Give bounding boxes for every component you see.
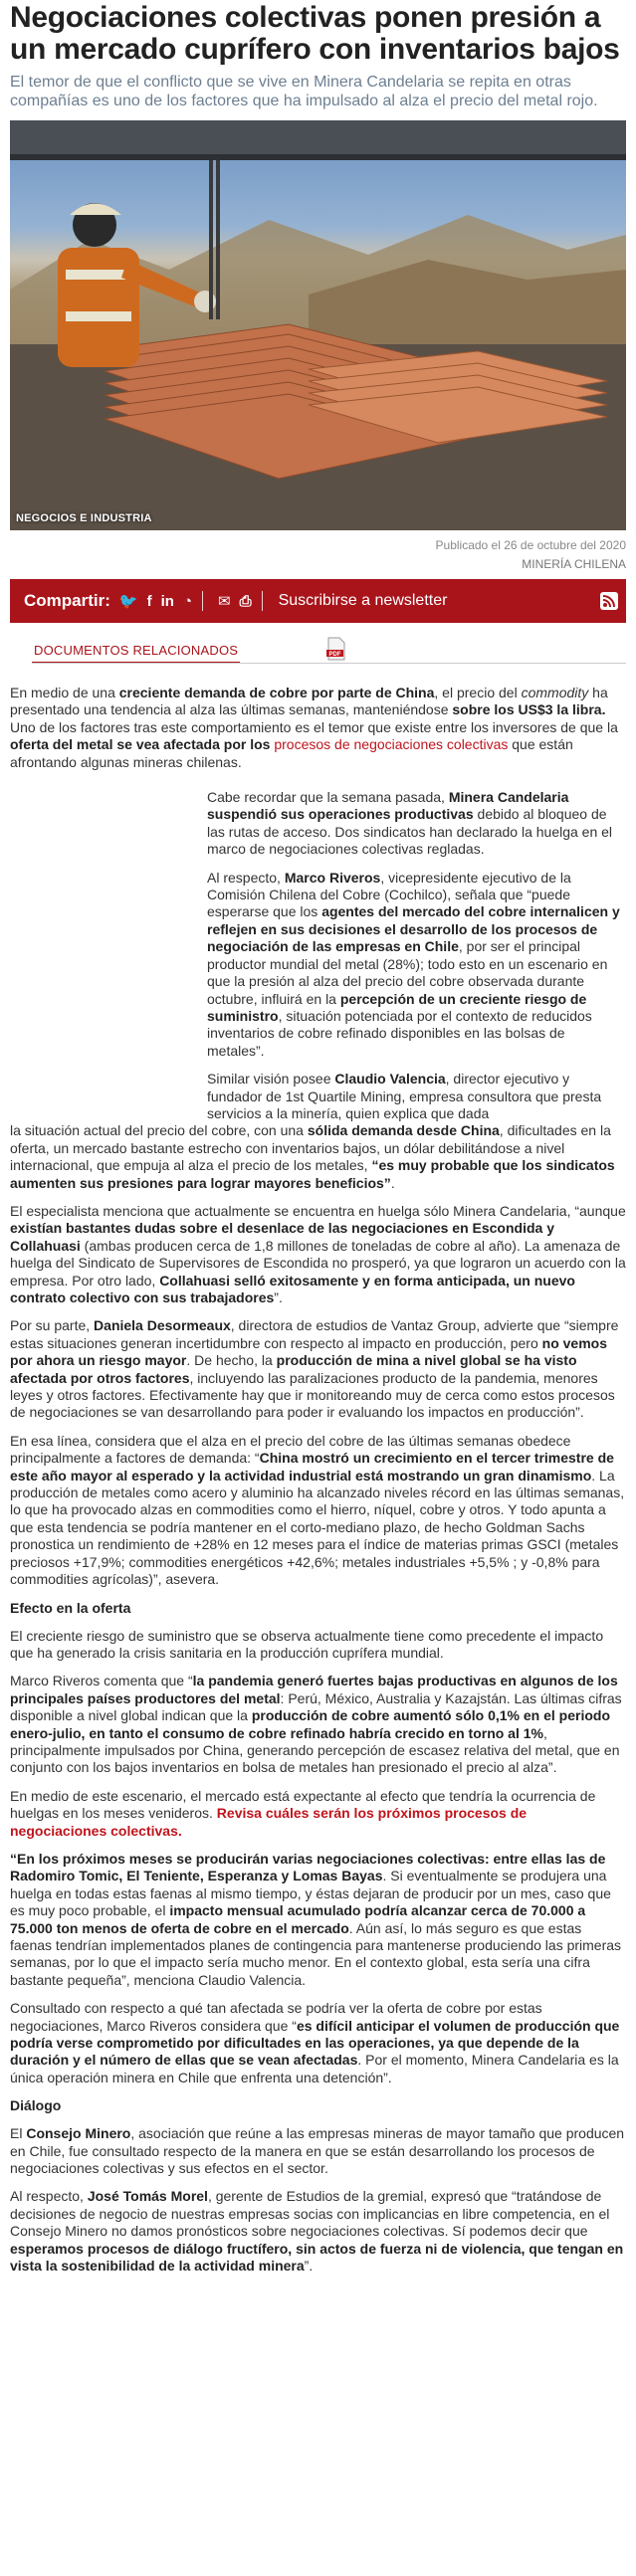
- hero-image-label: NEGOCIOS E INDUSTRIA: [16, 512, 152, 524]
- paragraph: En medio de este escenario, el mercado está expectante al efecto que tendría la ocurrencia de huelgas en los meses venideros. Revisa cuáles serán los próximos procesos de negociaciones colectivas.: [10, 1787, 596, 1839]
- paragraph: Por su parte, Daniela Desormeaux, directora de estudios de Vantaz Group, advierte que “siempre estas situaciones generan incertidumbre con respecto al impacto en producción, pero no vemos por ahora un riesgo mayor. De hecho, la producción de mina a nivel global se ha visto afectada por otros factores, incluyendo las paralizaciones producto de la pandemia, menores leyes y otros factores. Efectivamente hay que ir monitoreando muy de cerca como estos procesos de negociaciones se van desarrollando para poder ir evaluando los impactos en producción”.: [10, 1317, 619, 1421]
- twitter-icon[interactable]: 🐦: [118, 593, 138, 610]
- paragraph: Cabe recordar que la semana pasada, Minera Candelaria suspendió sus operaciones productivas debido al bloqueo de las rutas de acceso. Dos sindicatos han declarado la huelga en el marco de negociaciones colectivas regladas.: [207, 789, 613, 858]
- pdf-label: PDF: [328, 652, 341, 658]
- divider: [202, 591, 203, 611]
- article-title: Negociaciones colectivas ponen presión a un mercado cuprífero con inventarios bajos: [10, 1, 620, 66]
- whatsapp-icon[interactable]: ◔: [182, 592, 192, 610]
- paragraph: Al respecto, Marco Riveros, vicepresidente ejecutivo de la Comisión Chilena del Cobre (Cochilco), señala que “puede esperarse que los agentes del mercado del cobre internalicen y reflejen en sus decisiones el desarrollo de los procesos de negociación de las empresas en Chile, por ser el principal productor mundial del metal (28%); todo esto en un escenario en que la presión al alza del precio del cobre observada durante octubre, influirá en la percepción de un creciente riesgo de suministro, situación potenciada por el contexto de reducidos inventarios de cobre refinado disponibles en las bolsas de metales”.: [207, 869, 620, 1059]
- share-bar: [10, 579, 626, 623]
- section-heading: Efecto en la oferta: [10, 1599, 131, 1616]
- divider: [262, 591, 263, 611]
- share-label: Compartir:: [24, 591, 110, 610]
- negotiations-link[interactable]: procesos de negociaciones colectivas: [274, 736, 509, 753]
- paragraph: Similar visión posee Claudio Valencia, director ejecutivo y fundador de 1st Quartile Mining, empresa consultora que presta servicios a la minería, quien explica que dada la situación actual del precio del cobre, con una sólida demanda desde China, dificultades en la oferta, un mercado bastante estrecho con inventarios bajos, un dólar debilitándose a nivel internacional, que empuja al alza el precio de los metales, “es muy probable que los sindicatos aumenten sus presiones para lograr mayores beneficios”.: [10, 1071, 626, 1192]
- newsletter-link[interactable]: Suscribirse a newsletter: [278, 592, 448, 609]
- section-heading: Diálogo: [10, 2097, 62, 2114]
- paragraph: “En los próximos meses se producirán varias negociaciones colectivas: entre ellas las de Radomiro Tomic, El Teniente, Esperanza y Lomas Bayas. Si eventualmente se produjera una huelga en todas estas faenas al mismo tiempo, y éstas dejaran de producir por un mes, caso que es muy poco probable, el impacto mensual acumulado podría alcanzar cerca de 70.000 a 75.000 ton menos de oferta de cobre en el mercado. Aún así, lo más seguro es que estas faenas tendrían implementados planes de contingencia para mantenerse produciendo las primeras semanas, por lo que el impacto sería mucho menor. En el contexto global, esta sería una cifra bastante pequeña”, menciona Claudio Valencia.: [10, 1850, 622, 1988]
- linkedin-icon[interactable]: in: [160, 592, 174, 610]
- hero-illustration: [10, 120, 626, 530]
- paragraph: El creciente riesgo de suministro que se observa actualmente tiene como precedente el impacto que ha generado la crisis sanitaria en la producción cuprífera mundial.: [10, 1627, 604, 1661]
- rss-icon[interactable]: [600, 592, 618, 610]
- facebook-icon[interactable]: f: [146, 592, 152, 610]
- upcoming-negotiations-link[interactable]: Revisa cuáles serán los próximos procesos de negociaciones colectivas.: [10, 1805, 528, 1839]
- paragraph: El Consejo Minero, asociación que reúne a las empresas mineras de mayor tamaño que producen en Chile, fue consultado respecto de la manera en que se están desarrollando los procesos de negociaciones colectivas y sus efectos en el sector.: [10, 2125, 625, 2177]
- paragraph: Marco Riveros comenta que “la pandemia generó fuertes bajas productivas en algunos de los principales países productores del metal: Perú, México, Australia y Kazajstán. Las últimas cifras disponible a nivel global indican que la producción de cobre aumentó sólo 0,1% en el periodo enero-julio, en tanto el consumo de cobre refinado habría crecido en torno al 1%, principalmente impulsados por China, generando percepción de escasez relativa del metal, que en conjunto con los bajos inventarios en bolsa de metales han presionado el precio al alza”.: [10, 1673, 622, 1776]
- divider: [32, 663, 626, 664]
- related-documents-tab[interactable]: DOCUMENTOS RELACIONADOS: [32, 643, 240, 663]
- email-icon[interactable]: ✉: [218, 593, 231, 610]
- paragraph: En medio de una creciente demanda de cobre por parte de China, el precio del commodity ha presentado una tendencia al alza las últimas semanas, manteniéndose sobre los US$3 la libra. Uno de los factores tras este comportamiento es el temor que existe entre los inversores de que la oferta del metal se vea afectada por los procesos de negociaciones colectivas que están afrontando algunas mineras chilenas.: [10, 685, 618, 770]
- paragraph: Al respecto, José Tomás Morel, gerente de Estudios de la gremial, expresó que “tratándose de decisiones de negocio de nuestras empresas socias con implicancias en libre competencia, en el Consejo Minero no damos pronósticos sobre negociaciones colectivas. Sí podemos decir que esperamos procesos de diálogo fructífero, sin actos de fuerza ni de violencia, que tengan en vista la sostenibilidad de la actividad minera”.: [10, 2188, 624, 2275]
- paragraph-lead: Similar visión posee Claudio Valencia, director ejecutivo y fundador de 1st Quartile Mining, empresa consultora que presta servicios a la minería, quien explica que dada: [207, 1071, 602, 1121]
- article-source: MINERÍA CHILENA: [522, 557, 626, 571]
- pdf-icon[interactable]: [326, 637, 346, 661]
- paragraph: Consultado con respecto a qué tan afectada se podría ver la oferta de cobre por estas negociaciones, Marco Riveros considera que “es difícil anticipar el volumen de producción que podría verse comprometido por dificultades en las operaciones, ya que depende de la duración y el número de ellas que se vean afectadas. Por el momento, Minera Candelaria es la única operación minera en Chile que enfrenta una detención”.: [10, 2000, 620, 2085]
- publish-date: Publicado el 26 de octubre del 2020: [435, 538, 626, 552]
- paragraph: El especialista menciona que actualmente se encuentra en huelga sólo Minera Candelaria, “aunque existían bastantes dudas sobre el desenlace de las negociaciones en Escondida y Collahuasi (ambas producen cerca de 1,8 millones de toneladas de cobre al año). La amenaza de huelga del Sindicato de Supervisores de Escondida no prosperó, ya que lograron un acuerdo con la empresa. Por otro lado, Collahuasi selló exitosamente y en forma anticipada, un nuevo contrato colectivo con sus trabajadores”.: [10, 1202, 626, 1305]
- article-subtitle: El temor de que el conflicto que se vive en Minera Candelaria se repita en otras compañías es uno de los factores que ha impulsado al alza el precio del metal rojo.: [10, 74, 598, 109]
- print-icon[interactable]: ⎙: [239, 592, 252, 610]
- article-body: [10, 685, 626, 2276]
- hero-image: [10, 120, 626, 530]
- related-documents: [10, 631, 626, 673]
- paragraph: En esa línea, considera que el alza en el precio del cobre de las últimas semanas obedece principalmente a factores de demanda: “China mostró un crecimiento en el tercer trimestre de este año mayor al esperado y la actividad industrial está mostrando un gran dinamismo. La producción de metales como acero y aluminio ha alcanzado niveles récord en las últimas semanas, lo que ha provocado alzas en commodities como el hierro, níquel, cobre y otros. Y todo apunta a que esta tendencia se podría mantener en el corto-mediano plazo, de hecho Goldman Sachs pronostica un rendimiento de +28% en 12 meses para el índice de materias primas GSCI (metales preciosos +17,9%; commodities energéticos +42,6%; metales industriales +5,5% ; y -0,8% para commodities agrícolas)”, asevera.: [10, 1432, 625, 1588]
